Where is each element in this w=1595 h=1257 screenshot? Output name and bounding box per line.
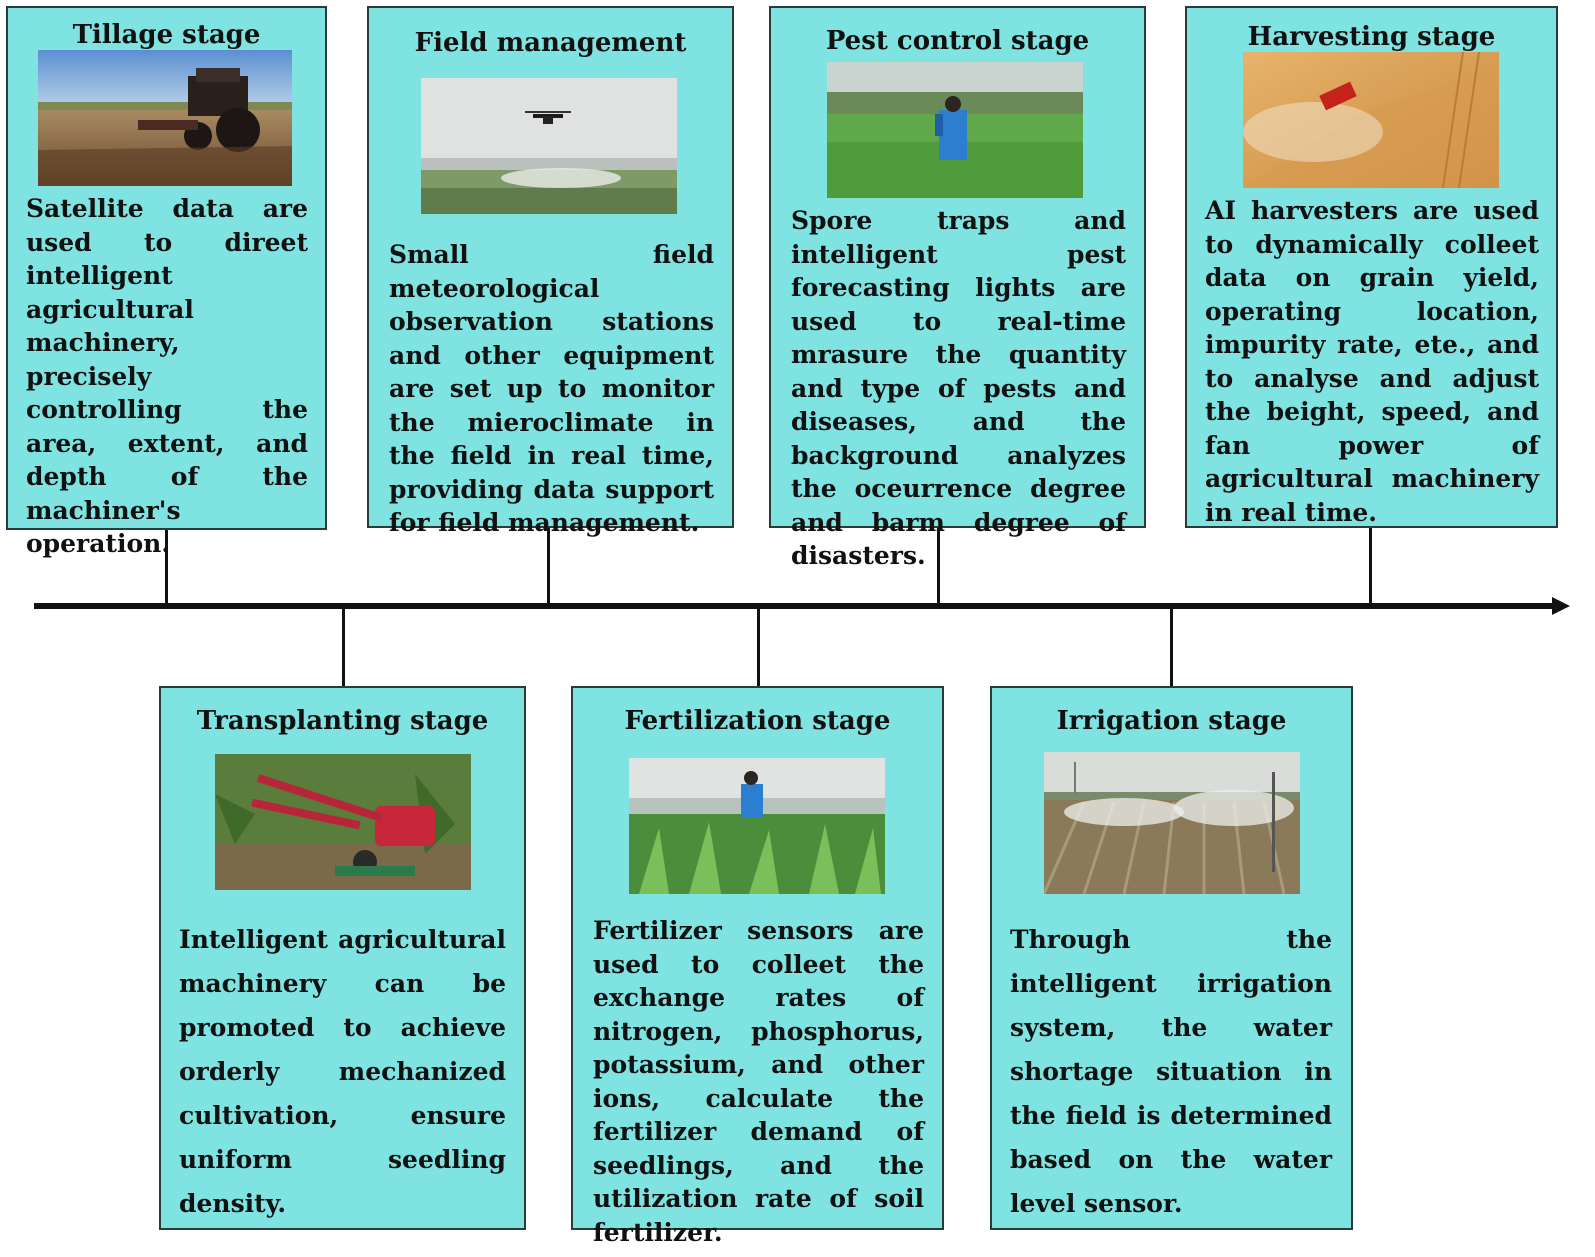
connector-harvesting (1369, 528, 1372, 606)
stage-card-pest-control (769, 6, 1146, 570)
stage-text-tillage: Satellite data are used to direet intelligent agricultural machinery, precisely controlling the area, extent, and depth of the machiner's operation. (26, 194, 308, 558)
connector-irrigation (1170, 606, 1173, 686)
stage-card-harvesting (1185, 6, 1558, 528)
stage-text-transplanting: Intelligent agricultural machinery can be promoted to achieve orderly mechanized cultivation, ensure uniform seedling density. (179, 925, 506, 1218)
sprinkler-irrigation-field-image (1044, 752, 1300, 894)
stage-title-fertilization: Fertilization stage (624, 706, 891, 736)
stage-title-field-management: Field management (414, 28, 687, 58)
timeline-axis (34, 603, 1564, 609)
stage-text-fertilization: Fertilizer sensors are used to colleet the exchange rates of nitrogen, phosphorus, potassium, and other ions, calculate the fertilizer demand of seedlings, and the utilization rate of soil fertilizer. (593, 916, 924, 1247)
stage-card-field-management (367, 6, 734, 537)
stage-card-irrigation (990, 686, 1353, 1230)
stage-title-harvesting: Harvesting stage (1247, 22, 1496, 52)
connector-field-management (547, 528, 550, 606)
stage-card-transplanting (159, 686, 526, 1230)
stage-text-irrigation: Through the intelligent irrigation system, the water shortage situation in the field is determined based on the water level sensor. (1010, 925, 1332, 1218)
stage-card-fertilization (571, 686, 944, 1247)
stage-text-field-management: Small field meteorological observation stations and other equipment are set up to monitor the mieroclimate in the field in real time, providing data support for field management. (389, 240, 714, 537)
stage-title-irrigation: Irrigation stage (1056, 706, 1287, 736)
stage-title-transplanting: Transplanting stage (196, 706, 489, 736)
connector-fertilization (757, 606, 760, 686)
person-spraying-wheat-field-image (827, 62, 1083, 198)
stage-title-tillage: Tillage stage (72, 20, 261, 50)
stage-text-harvesting: AI harvesters are used to dynamically colleet data on grain yield, operating location, impurity rate, ete., and to analyse and adjust the beight, speed, and fan power of agricultural machinery in real time. (1205, 196, 1539, 527)
timeline-arrowhead (1552, 597, 1570, 615)
stage-text-pest-control: Spore traps and intelligent pest forecasting lights are used to real-time mrasure the quantity and type of pests and diseases, and the background analyzes the oceurrence degree and barm degree of disasters. (791, 206, 1126, 570)
stage-card-tillage (6, 6, 327, 558)
stage-title-pest-control: Pest control stage (825, 26, 1090, 56)
connector-transplanting (342, 606, 345, 686)
tractor-tilling-field-image (38, 50, 292, 186)
combine-harvester-aerial-image (1243, 52, 1499, 188)
red-cultivator-machine-image (215, 754, 471, 890)
person-fertilizing-corn-image (629, 758, 885, 894)
drone-over-field-image (421, 78, 677, 214)
